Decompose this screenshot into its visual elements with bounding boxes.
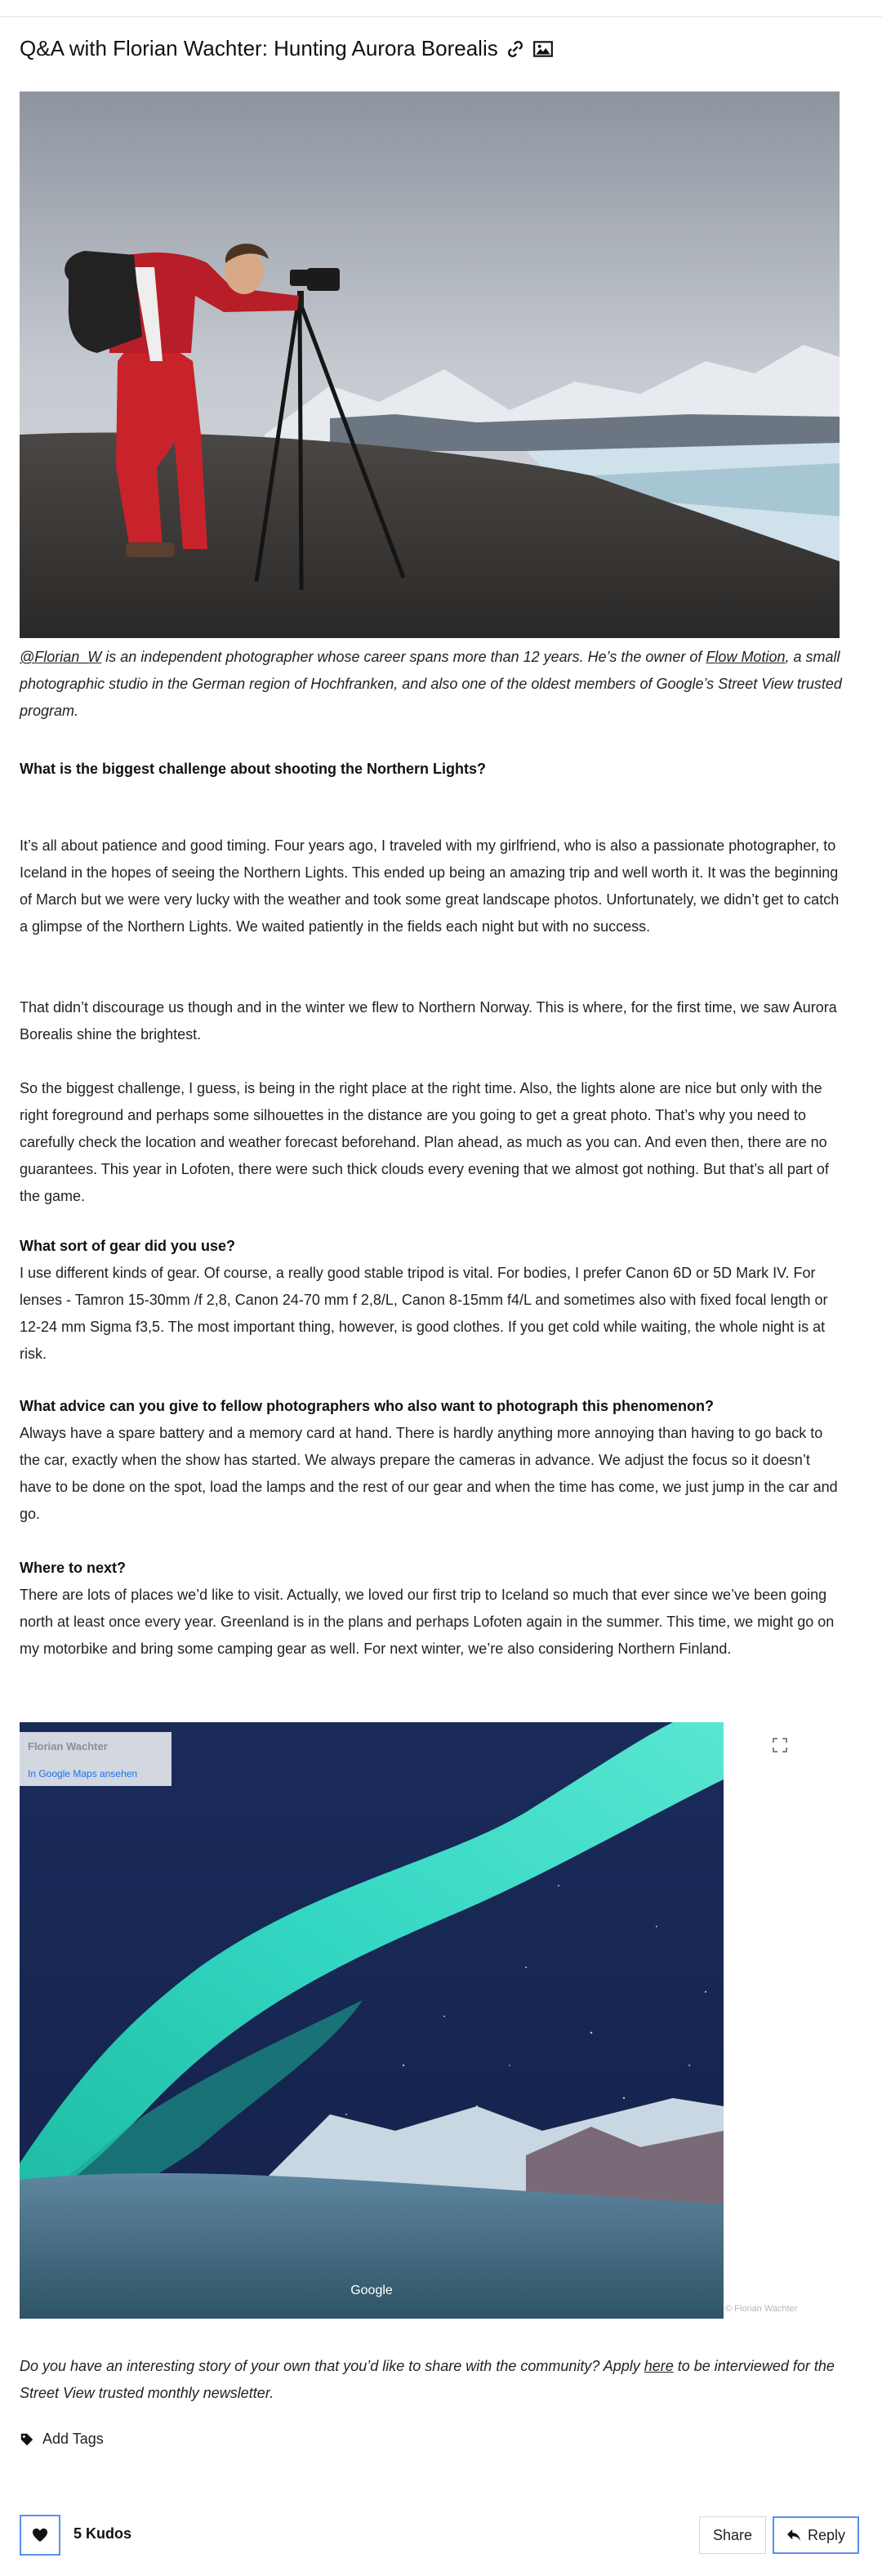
reply-label: Reply: [807, 2526, 846, 2543]
open-in-maps-link[interactable]: In Google Maps ansehen: [28, 1768, 138, 1779]
google-logo: Google: [350, 2284, 393, 2297]
kudos-count: 5 Kudos: [74, 2525, 132, 2542]
tag-icon: [20, 2432, 34, 2447]
studio-link[interactable]: Flow Motion: [706, 649, 786, 665]
photo-copyright: © Florian Wachter: [725, 2304, 798, 2314]
hero-photo: [20, 92, 840, 638]
question-4: Where to next?: [20, 1560, 127, 1576]
question-2: What sort of gear did you use?: [20, 1238, 236, 1254]
author-handle-link[interactable]: @Florian_W: [20, 649, 102, 665]
share-label: Share: [712, 2526, 753, 2543]
community-invite: [20, 2353, 844, 2407]
post-title: Q&A with Florian Wachter: Hunting Aurora Borealis: [20, 36, 498, 60]
intro-caption: [20, 644, 844, 725]
invite-text-1: Do you have an interesting story of your own that you’d like to share with the community? Apply: [20, 2358, 644, 2374]
share-button[interactable]: [699, 2516, 766, 2554]
add-tags-link[interactable]: [20, 2431, 104, 2448]
answer-1-paragraph-1: It’s all about patience and good timing. Four years ago, I traveled with my girlfriend, who is also a passionate photographer, to Iceland in the hopes of seeing the Northern Lights. This ended up being an amazing trip and well worth it. It was the beginning of March but we were very lucky with the weather and took some great landscape photos. Unfortunately, we didn’t get to catch a glimpse of the Northern Lights. We waited patiently in the fields each night but with no success.: [20, 837, 840, 935]
answer-4: There are lots of places we’d like to visit. Actually, we loved our first trip to Iceland so much that ever since we’ve been going north at least once every year. Greenland is in the plans and perhaps Lofoten again in the summer. This time, we might go on my motorbike and bring some camping gear as well. For next winter, we’re also considering Northern Finland.: [20, 1587, 835, 1657]
street-view-info-card: [20, 1732, 172, 1786]
expand-icon[interactable]: [772, 1737, 788, 1753]
image-icon: [532, 38, 554, 60]
top-divider: [0, 16, 882, 17]
kudo-button[interactable]: [20, 2515, 60, 2556]
add-tags-label: Add Tags: [42, 2431, 104, 2447]
apply-here-link[interactable]: here: [644, 2358, 674, 2374]
answer-3: Always have a spare battery and a memory card at hand. There is hardly anything more annoying than having to go back to the car, exactly when the show has started. We always prepare the cameras in advance. We adjust the focus so it doesn’t have to be done on the spot, load the lamps and the rest of our gear and when the time has come, we just jump in the car and go.: [20, 1425, 838, 1522]
caption-text-1: is an independent photographer whose career spans more than 12 years. He’s the owner of: [101, 649, 706, 665]
question-3: What advice can you give to fellow photographers who also want to photograph this phenomenon?: [20, 1398, 715, 1414]
question-1: What is the biggest challenge about shooting the Northern Lights?: [20, 761, 486, 777]
answer-1-paragraph-2: That didn’t discourage us though and in the winter we flew to Northern Norway. This is where, for the first time, we saw Aurora Borealis shine the brightest.: [20, 999, 837, 1042]
heart-icon: [32, 2528, 48, 2543]
reply-arrow-icon: [786, 2529, 801, 2542]
street-view-embed[interactable]: [20, 1722, 724, 2319]
answer-2: I use different kinds of gear. Of course, a really good stable tripod is vital. For bodies, I prefer Canon 6D or 5D Mark IV. For lenses - Tamron 15-30mm /f 2,8, Canon 24-70 mm f 2,8/L, Canon 8-15mm f4/L and sometimes also with fixed focal length or 12-24 mm Sigma f3,5. The most important thing, however, is good clothes. If you get cold while waiting, the whole night is at risk.: [20, 1265, 828, 1362]
reply-button[interactable]: [773, 2516, 859, 2554]
invite-text-2: to be interviewed for the Street View trusted monthly newsletter.: [20, 2358, 835, 2401]
street-view-author: Florian Wachter: [28, 1740, 108, 1752]
caption-text-2: , a small photographic studio in the German region of Hochfranken, and also one of the oldest members of Google’s Street View trusted program.: [20, 649, 842, 719]
link-icon: [505, 38, 526, 60]
post-title-row: [20, 36, 554, 61]
answer-1-paragraph-3: So the biggest challenge, I guess, is being in the right place at the right time. Also, the lights alone are nice but only with the right foreground and perhaps some silhouettes in the distance are you going to get a great photo. That’s why you need to carefully check the location and weather forecast beforehand. Plan ahead, as much as you can. And even then, there are no guarantees. This year in Lofoten, there were such thick clouds every evening that we almost got nothing. But that’s all part of the game.: [20, 1080, 829, 1204]
